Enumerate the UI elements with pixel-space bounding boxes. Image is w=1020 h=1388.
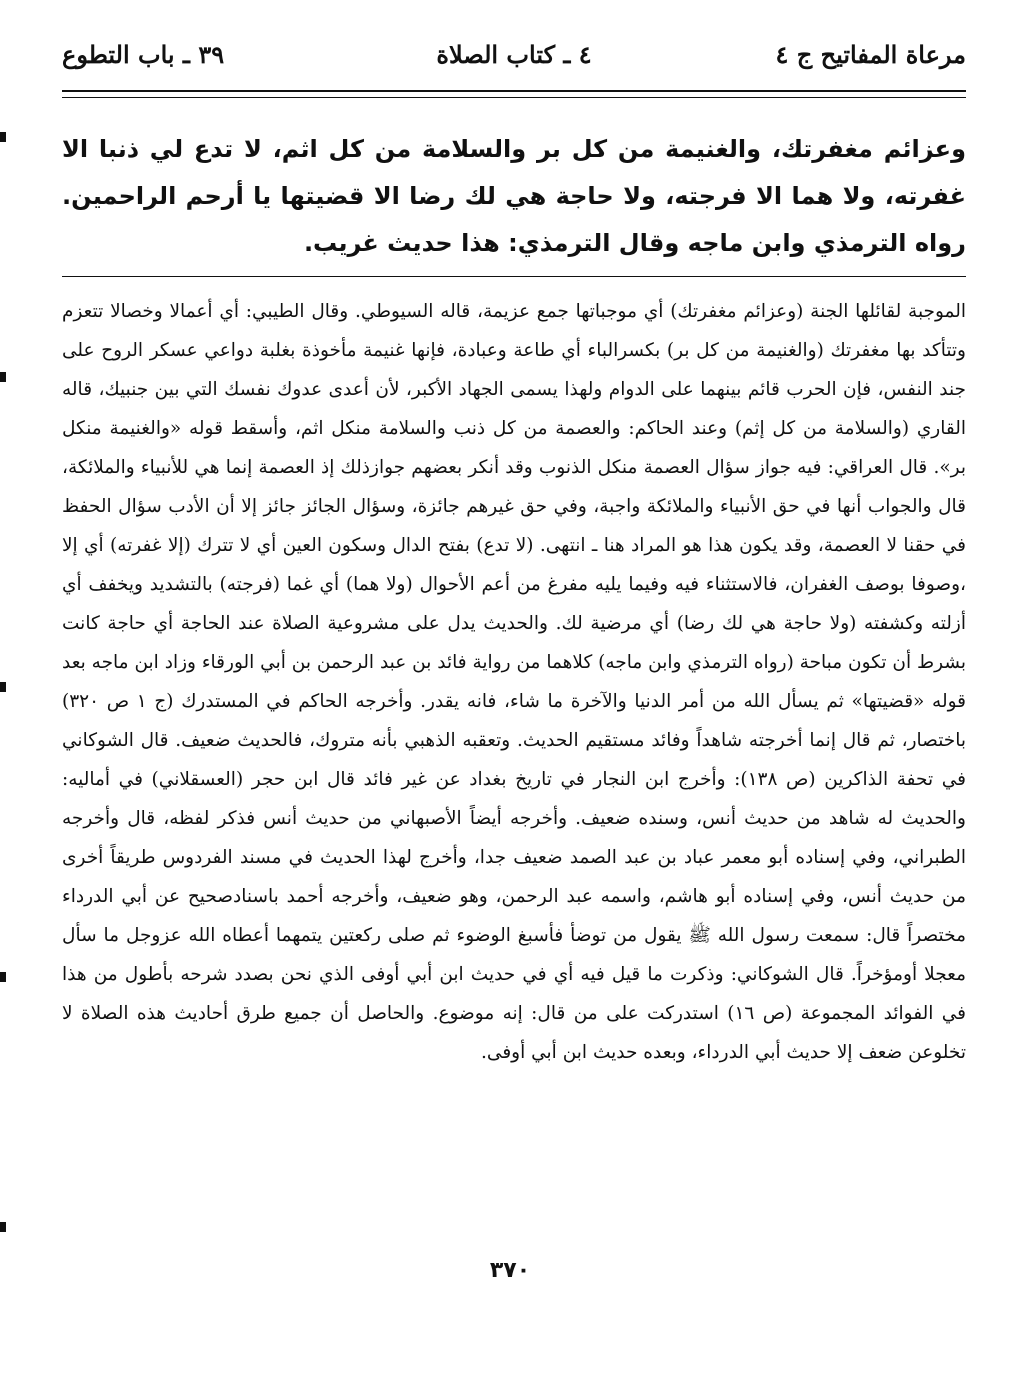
scan-margin-mark	[0, 682, 6, 692]
page-number: ٣٧٠	[489, 1258, 531, 1283]
hadith-text: وعزائم مغفرتك، والغنيمة من كل بر والسلامة من كل اثم، لا تدع لي ذنبا الا غفرته، ولا هما الا فرجته، ولا حاجة هي لك رضا الا قضيتها يا أرحم الراحمين. رواه الترمذي وابن ماجه وقال الترمذي: هذا حديث غريب.	[62, 135, 966, 257]
text-divider	[62, 276, 966, 277]
scan-margin-mark	[0, 372, 6, 382]
header-rule	[62, 90, 966, 92]
section-title: ٣٩ ـ باب التطوع	[62, 40, 225, 69]
commentary-paragraph: الموجبة لقائلها الجنة (وعزائم مغفرتك) أي موجباتها جمع عزيمة، قاله السيوطي. وقال الطيبي: أي أعمالا وخصالا تتعزم وتتأكد بها مغفرتك (والغنيمة من كل بر) بكسرالباء أي طاعة وعبادة، فإنها غنيمة مأخوذة بغلبة دواعي عسكر الروح على جند النفس، فإن الحرب قائم بينهما على الدوام ولهذا يسمى الجهاد الأكبر، لأن أعدى عدوك نفسك التي بين جنبيك، قاله القاري (والسلامة من كل إثم) وعند الحاكم: والعصمة من كل ذنب والسلامة منكل اثم، وأسقط قوله «والغنيمة منكل بر». قال العراقي: فيه جواز سؤال العصمة منكل الذنوب وقد أنكر بعضهم جوازذلك إذ العصمة إنما هي للأنبياء والملائكة، قال والجواب أنها في حق الأنبياء والملائكة واجبة، وفي حق غيرهم جائزة، وسؤال الجائز جائز إلا أن الأدب سؤال الحفظ في حقنا لا العصمة، وقد يكون هذا هو المراد هنا ـ انتهى. (لا تدع) بفتح الدال وسكون العين أي لا تترك (إلا غفرته) أي إلا ،وصوفا بوصف الغفران، فالاستثناء فيه وفيما يليه مفرغ من أعم الأحوال (ولا هما) أي غما (فرجته) بالتشديد ويخفف أي أزلته وكشفته (ولا حاجة هي لك رضا) أي مرضية لك. والحديث يدل على مشروعية الصلاة عند الحاجة أي حاجة كانت بشرط أن تكون مباحة (رواه الترمذي وابن ماجه) كلاهما من رواية فائد بن عبد الرحمن بن أبي الورقاء وزاد ابن ماجه بعد قوله «قضيتها» ثم يسأل الله من أمر الدنيا والآخرة ما شاء، فانه يقدر. وأخرجه الحاكم في المستدرك (ج ١ ص ٣٢٠) باختصار، ثم قال إنما أخرجته شاهداً وفائد مستقيم الحديث. وتعقبه الذهبي بأنه متروك، فالحديث ضعيف. قال الشوكاني في تحفة الذاكرين (ص ١٣٨): وأخرج ابن النجار في تاريخ بغداد عن غير فائد قال ابن حجر (العسقلاني) في أماليه: والحديث له شاهد من حديث أنس، وسنده ضعيف. وأخرجه أيضاً الأصبهاني من حديث أنس فذكر لفظه، قال وأخرجه الطبراني، وفي إسناده أبو معمر عباد بن عبد الصمد ضعيف جدا، وأخرج لهذا الحديث في مسند الفردوس طريقاً أخرى من حديث أنس، وفي إسناده أبو هاشم، واسمه عبد الرحمن، وهو ضعيف، وأخرجه أحمد باسنادصحيح عن أبي الدرداء مختصراً قال: سمعت رسول الله ﷺ يقول من توضأ فأسبغ الوضوء ثم صلى ركعتين يتمهما أعطاه الله عزوجل ما سأل معجلا أومؤخراً. قال الشوكاني: وذكرت ما قيل فيه أي في حديث ابن أبي أوفى الذي نحن بصدد شرحه بأطول من هذا في الفوائد المجموعة (ص ١٦) استدركت على من قال: إنه موضوع. والحاصل أن جميع طرق أحاديث هذه الصلاة لا تخلوعن ضعف إلا حديث أبي الدرداء، وبعده حديث ابن أبي أوفى.	[62, 301, 966, 1063]
header-rule-thin	[62, 97, 966, 98]
book-title: مرعاة المفاتيح ج ٤	[775, 40, 966, 69]
chapter-title: ٤ ـ كتاب الصلاة	[436, 40, 592, 69]
scan-margin-mark	[0, 1222, 6, 1232]
running-header	[62, 40, 966, 90]
scan-margin-mark	[0, 972, 6, 982]
scan-margin-mark	[0, 132, 6, 142]
commentary	[62, 292, 966, 1072]
